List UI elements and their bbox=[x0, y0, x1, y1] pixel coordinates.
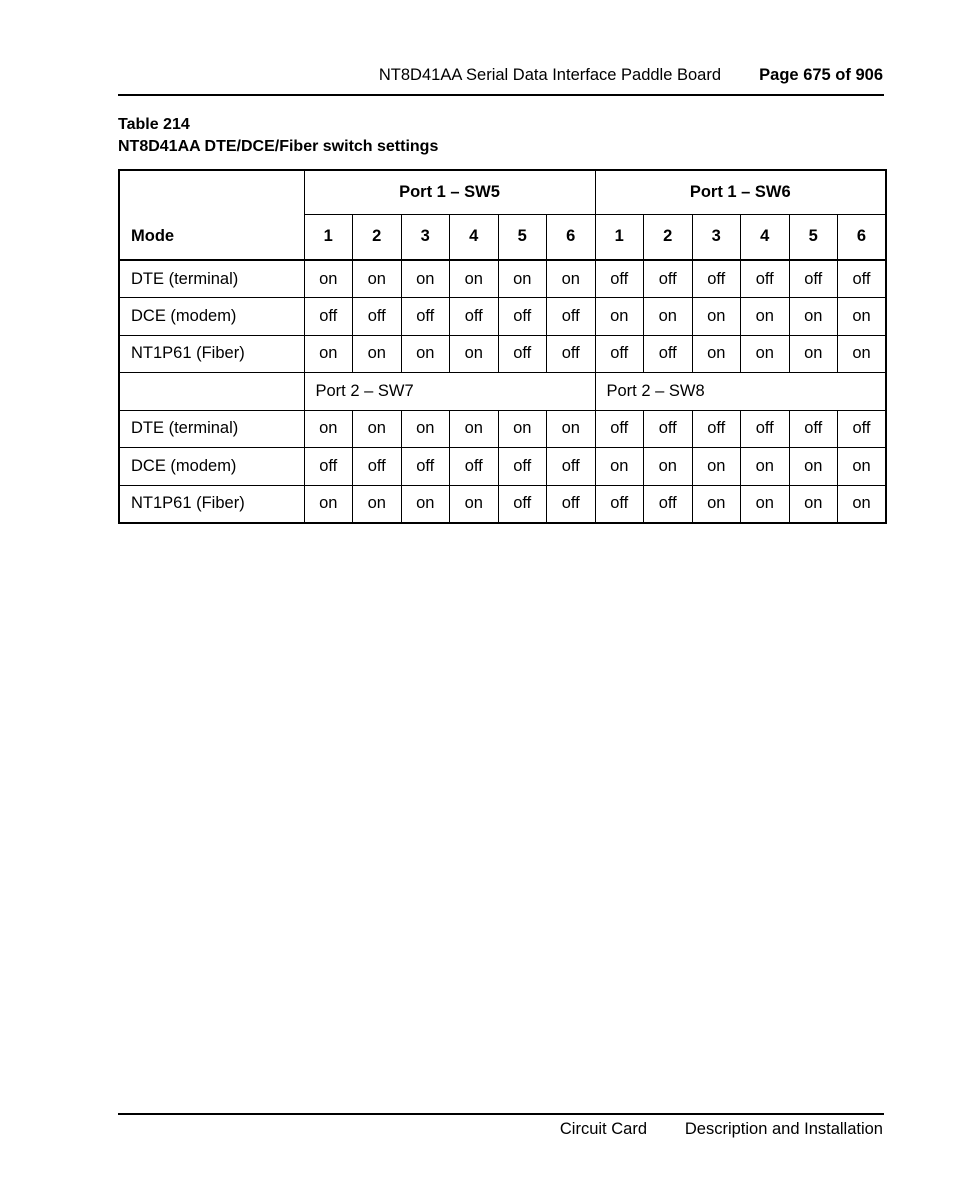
switch-value-cell: off bbox=[595, 260, 644, 298]
switch-value-cell: off bbox=[692, 260, 741, 298]
switch-value-cell: off bbox=[304, 298, 353, 336]
switch-value-cell: on bbox=[353, 260, 402, 298]
switch-value-cell: on bbox=[498, 410, 547, 448]
switch-value-cell: off bbox=[547, 298, 596, 336]
footer-book-title: Circuit Card bbox=[559, 1120, 647, 1138]
table-title: NT8D41AA DTE/DCE/Fiber switch settings bbox=[118, 138, 439, 155]
table-number: Table 214 bbox=[118, 116, 190, 133]
switch-value-cell: off bbox=[450, 448, 499, 486]
switch-value-cell: off bbox=[450, 298, 499, 336]
switch-value-cell: off bbox=[644, 335, 693, 373]
switch-value-cell: off bbox=[838, 260, 887, 298]
switch-number-header: 5 bbox=[789, 214, 838, 260]
switch-value-cell: off bbox=[498, 298, 547, 336]
switch-value-cell: on bbox=[304, 485, 353, 523]
switch-value-cell: off bbox=[692, 410, 741, 448]
switch-value-cell: off bbox=[595, 335, 644, 373]
switch-value-cell: on bbox=[304, 335, 353, 373]
switch-value-cell: on bbox=[353, 410, 402, 448]
switch-value-cell: on bbox=[595, 448, 644, 486]
switch-number-header: 3 bbox=[692, 214, 741, 260]
switch-value-cell: off bbox=[547, 448, 596, 486]
switch-value-cell: off bbox=[595, 485, 644, 523]
switch-value-cell: on bbox=[547, 260, 596, 298]
switch-value-cell: on bbox=[401, 260, 450, 298]
mode-cell: NT1P61 (Fiber) bbox=[119, 485, 304, 523]
switch-value-cell: off bbox=[498, 448, 547, 486]
switch-value-cell: off bbox=[789, 410, 838, 448]
switch-value-cell: on bbox=[692, 335, 741, 373]
port2-sw8-header: Port 2 – SW8 bbox=[595, 373, 886, 411]
switch-number-header: 4 bbox=[450, 214, 499, 260]
switch-value-cell: off bbox=[595, 410, 644, 448]
table-row bbox=[119, 485, 886, 523]
table-row bbox=[119, 410, 886, 448]
switch-value-cell: off bbox=[401, 448, 450, 486]
switch-value-cell: on bbox=[450, 335, 499, 373]
switch-value-cell: off bbox=[304, 448, 353, 486]
switch-number-header: 2 bbox=[353, 214, 402, 260]
switch-value-cell: off bbox=[789, 260, 838, 298]
switch-value-cell: on bbox=[789, 335, 838, 373]
table-row bbox=[119, 260, 886, 298]
switch-value-cell: on bbox=[304, 260, 353, 298]
switch-value-cell: off bbox=[644, 485, 693, 523]
switch-value-cell: on bbox=[450, 410, 499, 448]
switch-value-cell: on bbox=[547, 410, 596, 448]
switch-value-cell: on bbox=[838, 485, 887, 523]
switch-value-cell: off bbox=[741, 260, 790, 298]
port2-sw7-header: Port 2 – SW7 bbox=[304, 373, 595, 411]
switch-value-cell: off bbox=[498, 485, 547, 523]
switch-value-cell: on bbox=[789, 298, 838, 336]
switch-value-cell: off bbox=[498, 335, 547, 373]
switch-number-header: 1 bbox=[595, 214, 644, 260]
switch-number-header: 5 bbox=[498, 214, 547, 260]
footer-book-subtitle: Description and Installation bbox=[684, 1120, 883, 1138]
switch-value-cell: on bbox=[838, 448, 887, 486]
switch-number-header: 6 bbox=[838, 214, 887, 260]
switch-value-cell: on bbox=[789, 448, 838, 486]
switch-value-cell: on bbox=[498, 260, 547, 298]
group-header-row bbox=[119, 170, 886, 214]
switch-value-cell: on bbox=[692, 298, 741, 336]
port1-sw6-header: Port 1 – SW6 bbox=[595, 170, 886, 214]
mode-cell: NT1P61 (Fiber) bbox=[119, 335, 304, 373]
switch-value-cell: off bbox=[401, 298, 450, 336]
mode-cell: DCE (modem) bbox=[119, 448, 304, 486]
switch-value-cell: on bbox=[450, 260, 499, 298]
switch-value-cell: off bbox=[547, 335, 596, 373]
page-number: Page 675 of 906 bbox=[759, 66, 883, 84]
switch-value-cell: off bbox=[838, 410, 887, 448]
switch-value-cell: on bbox=[741, 335, 790, 373]
switch-value-cell: on bbox=[401, 485, 450, 523]
switch-value-cell: on bbox=[644, 448, 693, 486]
switch-value-cell: off bbox=[741, 410, 790, 448]
switch-number-header: 6 bbox=[547, 214, 596, 260]
switch-value-cell: off bbox=[644, 260, 693, 298]
switch-value-cell: on bbox=[401, 335, 450, 373]
mode-cell: DTE (terminal) bbox=[119, 260, 304, 298]
switch-value-cell: on bbox=[741, 298, 790, 336]
switch-value-cell: on bbox=[450, 485, 499, 523]
switch-value-cell: off bbox=[353, 298, 402, 336]
switch-value-cell: on bbox=[789, 485, 838, 523]
mode-cell: DTE (terminal) bbox=[119, 410, 304, 448]
document-title: NT8D41AA Serial Data Interface Paddle Board bbox=[378, 66, 721, 84]
mode-column-header: Mode bbox=[119, 170, 304, 260]
switch-value-cell: on bbox=[838, 298, 887, 336]
switch-value-cell: on bbox=[644, 298, 693, 336]
switch-value-cell: on bbox=[741, 485, 790, 523]
table-caption bbox=[118, 114, 438, 158]
switch-value-cell: on bbox=[401, 410, 450, 448]
table-row bbox=[119, 335, 886, 373]
switch-value-cell: on bbox=[304, 410, 353, 448]
switch-number-header: 1 bbox=[304, 214, 353, 260]
switch-number-header: 2 bbox=[644, 214, 693, 260]
empty-mode-cell bbox=[119, 373, 304, 411]
page-header bbox=[118, 62, 884, 96]
port2-group-row bbox=[119, 373, 886, 411]
switch-value-cell: on bbox=[741, 448, 790, 486]
switch-value-cell: on bbox=[692, 448, 741, 486]
switch-value-cell: on bbox=[692, 485, 741, 523]
switch-value-cell: on bbox=[353, 335, 402, 373]
switch-value-cell: off bbox=[644, 410, 693, 448]
switch-value-cell: on bbox=[838, 335, 887, 373]
table-row bbox=[119, 298, 886, 336]
mode-cell: DCE (modem) bbox=[119, 298, 304, 336]
switch-value-cell: on bbox=[353, 485, 402, 523]
switch-number-header: 4 bbox=[741, 214, 790, 260]
page-footer bbox=[118, 1113, 884, 1138]
switch-number-header: 3 bbox=[401, 214, 450, 260]
switch-settings-table bbox=[118, 169, 887, 524]
switch-value-cell: off bbox=[547, 485, 596, 523]
table-row bbox=[119, 448, 886, 486]
switch-value-cell: on bbox=[595, 298, 644, 336]
port1-sw5-header: Port 1 – SW5 bbox=[304, 170, 595, 214]
switch-value-cell: off bbox=[353, 448, 402, 486]
